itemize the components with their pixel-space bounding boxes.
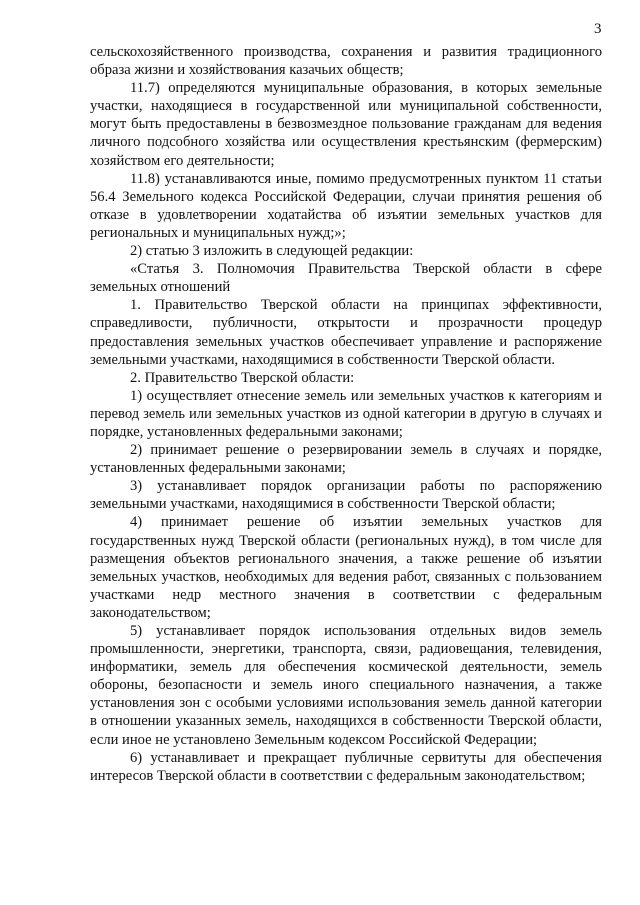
subclause-2: 2) принимает решение о резервировании земель в случаях и порядке, установленных федеральными законами; <box>90 442 602 477</box>
article-heading: «Статья 3. Полномочия Правительства Тверской области в сфере земельных отношений <box>90 261 602 296</box>
document-body <box>90 43 602 785</box>
paragraph-item-11-7: 11.7) определяются муниципальные образования, в которых земельные участки, находящиеся в государственной или муниципальной собственности, могут быть предоставлены в безвозмездное пользование гражданам для ведения личного подсобного хозяйства или осуществления крестьянским (фермерским) хозяйством его деятельности; <box>90 80 602 169</box>
subclause-6: 6) устанавливает и прекращает публичные сервитуты для обеспечения интересов Тверской области в соответствии с федеральным законодательством; <box>90 749 602 784</box>
paragraph-item-11-8: 11.8) устанавливаются иные, помимо предусмотренных пунктом 11 статьи 56.4 Земельного кодекса Российской Федерации, случаи принятия решения об отказе в удовлетворении ходатайства об изъятии земельных участков для региональных и муниципальных нужд;»; <box>90 170 602 241</box>
subclause-4: 4) принимает решение об изъятии земельных участков для государственных нужд Тверской области (региональных нужд), в том числе для размещения объектов регионального значения, а также решение об изъятии земельных участков, необходимых для ведения работ, связанных с пользованием участками недр местного значения в соответствии с федеральным законодательством; <box>90 514 602 621</box>
article-clause-2: 2. Правительство Тверской области: <box>130 369 355 386</box>
subclause-3: 3) устанавливает порядок организации работы по распоряжению земельными участками, находящимися в собственности Тверской области; <box>90 478 602 513</box>
subclause-5: 5) устанавливает порядок использования отдельных видов земель промышленности, энергетики, транспорта, связи, радиовещания, телевидения, информатики, земель для обеспечения космической деятельности, земель обороны, безопасности и земель иного специального назначения, а также установления зон с особыми условиями использования земель данной категории в отношении указанных земель, находящихся в собственности Тверской области, если иное не установлено Земельным кодексом Российской Федерации; <box>90 623 602 748</box>
article-clause-1: 1. Правительство Тверской области на принципах эффективности, справедливости, публичности, открытости и прозрачности процедур предоставления земельных участков обеспечивает управление и распоряжение земельными участками, находящимися в собственности Тверской области. <box>90 297 602 368</box>
paragraph-amendment-2: 2) статью 3 изложить в следующей редакции: <box>130 243 414 260</box>
page-number: 3 <box>594 21 602 37</box>
subclause-1: 1) осуществляет отнесение земель или земельных участков к категориям и перевод земель или земельных участков из одной категории в другую в случаях и порядке, установленных федеральными законами; <box>90 387 602 440</box>
paragraph-continuation: сельскохозяйственного производства, сохранения и развития традиционного образа жизни и хозяйствования казачьих обществ; <box>90 44 602 79</box>
